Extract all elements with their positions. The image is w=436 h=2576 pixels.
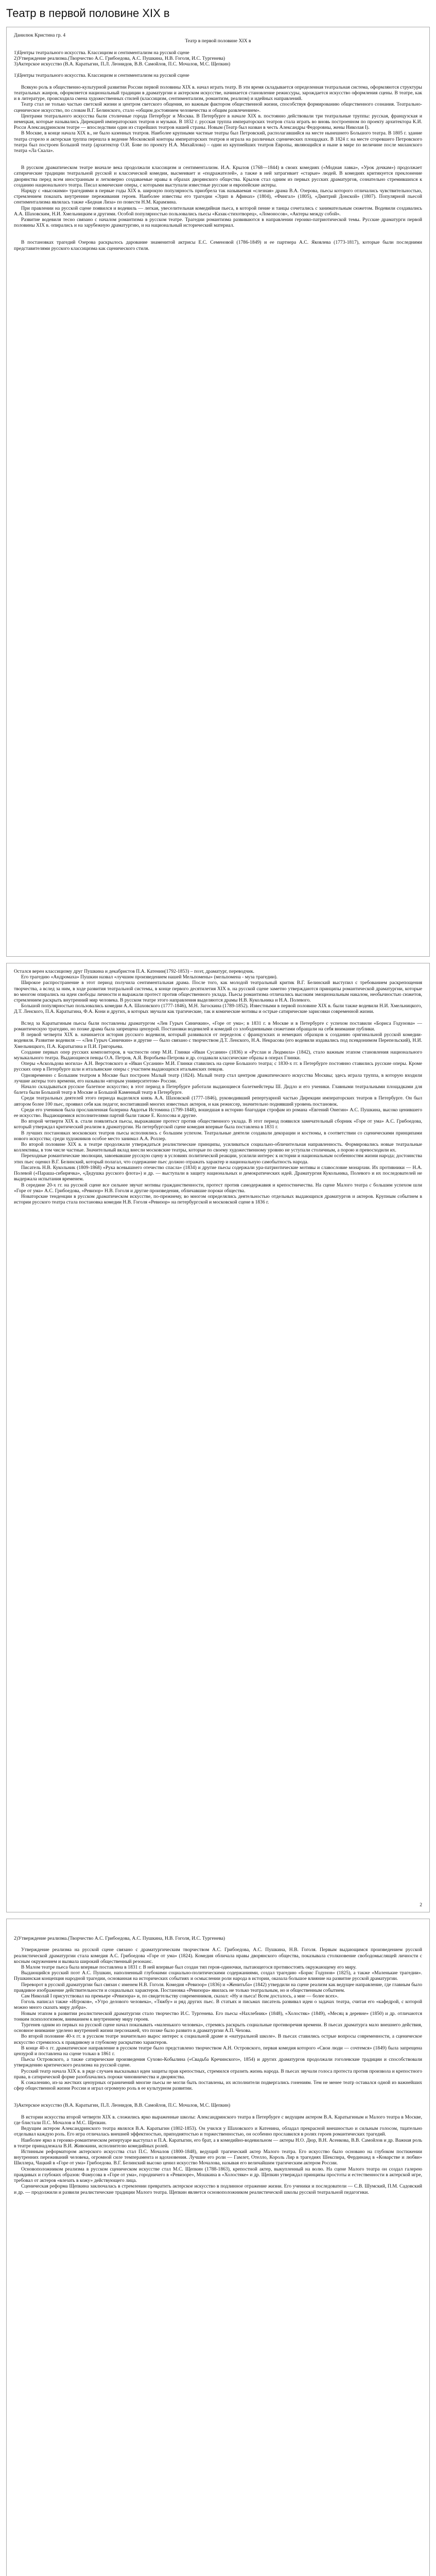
paragraph: К сожалению, из-за жестких цензурных ограничений многие пьесы не могли быть поставлены, их исполнители подвергались гонениям. Тем не менее театр оставался одной из важнейших сфер общественной жизни России и играл огромную роль в ее культурном развитии. — [14, 2080, 422, 2092]
paragraph: В Малом театре пьеса была впервые поставлена в 1831 г. В ней впервые был создан тип героя-одиночки, пытающегося противостоять окружающему его миру. — [21, 1964, 357, 1970]
paragraph: Среди театральных деятелей этого периода выделялся князь А.А. Шаховской (1777-1846), руководивший репертуарной частью Дирекции императорских театров в Петербурге. Он был автором более 100 пьес, проявил себя как педагог, воспитавший многих известных актеров, и как режиссер, значительно поднявший уровень постановок. — [14, 1095, 422, 1107]
document-page — [6, 963, 430, 1912]
paragraph: Выдающийся русский поэт А.С. Пушкин, наполненный глубокими социально-политическими содержаниями, создал трагедию «Борис Годунов» (1825), а также «Маленькие трагедии». Пушкинская концепция народной трагедии, основанная на исторических событиях и осмыслении роли народа в истории, оказала большое влияние на развитие русской драматургии. — [14, 1970, 422, 1982]
paragraph: Среди его учеников была прославленная балерина Авдотья Истомина (1799-1848), вошедшая в историю благодаря строфам из романа «Евгений Онегин» А.С. Пушкина, высоко ценившего ее искусство. Выдающимися исполнителями партий были также Е. Колосова и другие. — [14, 1107, 422, 1119]
paragraph: Писатель Н.В. Кукольник (1809-1868) «Рука всевышнего отечество спасла» (1834) и другие пьесы содержали ура-патриотические мотивы и славословие монархии. Их противники — Н.А. Полевой («Параша-сибирячка», «Дедушка русского флота») и др. — выступали в защиту национальных и демократических идей. Драматургия Кукольника, Полевого и их последователей не выдержала испытания временем. — [14, 1164, 422, 1182]
paragraph: 1)Центры театрального искусства. Классицизм и сентиментализм на русской сцене — [14, 49, 189, 56]
paragraph: Новаторские тенденции в русском драматическом искусстве, по-прежнему, во многом определялись деятельностью отдельных выдающихся драматургов и актеров. Крупным событием в истории русского театра стала постановка комедии Н.В. Гоголя «Ревизор» на петербургской и московской сцене в 1836 г. — [14, 1193, 422, 1206]
paragraph: Истинным реформатором актерского искусства стал П.С. Мочалов (1800-1848), ведущий трагический актер Малого театра. Его искусство было основано на глубоком постижении внутренних переживаний человека, огромной силе темперамента и вдохновения. Лучшие его роли — Гамлет, Отелло, Король Лир в трагедиях Шекспира, Фердинанд в «Коварстве и любви» Шиллера, Чацкий в «Горе от ума» Грибоедова. В.Г. Белинский высоко ценил искусство Мочалова, называя его величайшим трагическим актером России. — [14, 2149, 422, 2166]
paragraph: Во второй половине XIX в. в театре продолжали утверждаться реалистические принципы, усиливаться социально-обличительная направленность. Формировались новые театральные коллективы, в том числе частные. Значительный вклад внесли московские театры, которые по своему художественному уровню не уступали столичным, а порою и превосходили их. — [14, 1142, 422, 1154]
paragraph: Во второй половине 40-х гг. в русском театре значительно вырос интерес к социальной драме и «натуральной школе». В пьесах ставились острые вопросы современности, а сценическое искусство стремилось к правдивому и глубокому раскрытию характеров. — [14, 2033, 422, 2045]
paragraph: Русский театр начала XIX в. в ряде случаев высказывал идеи защиты прав крепостных, стремился отразить жизнь народа. В пьесах звучали голоса протеста против произвола и крепостного права, в сатирической форме разоблачались пороки чиновничества и дворянства. — [14, 2068, 422, 2080]
paragraph: Тургенев одним из первых на русской сцене начал показывать «маленького человека», стремясь раскрыть социальные противоречия времени. В пьесах драматурга мало внешнего действия, основное внимание уделено внутренней жизни персонажей, что позже было развито в драматургии А.П. Чехова. — [14, 2022, 422, 2034]
paragraph: 3)Актерское искусство (В.А. Каратыгин, П.Л. Леонидов, В.В. Самойлов, П.С. Мочалов, М.С. Щепкин) — [14, 2103, 231, 2109]
paragraph: В первой четверти XIX в. начинается история русского водевиля, который развивался от переделок с французских и немецких образцов к созданию оригинальной русской комедии-водевиля. Развитие водевиля — «Лев Гурыч Синичкин» и другие — было связано с творчеством Д.Т. Ленского, Н.А. Некрасова (его водевили издавались под псевдонимом Перепельский), Н.И. Хмельницкого, П.А. Каратыгина и П.И. Григорьева. — [14, 1032, 422, 1049]
paragraph: Широкое распространение в этот период получила сентиментальная драма. После того, как молодой театральный критик В.Г. Белинский выступил с требованием раскрепощения творчества, а вслед за ним, в ходе развития театральной системы, в конце первого десятилетия XIX в. на русской сцене заметно утверждаются принципы романтической драматургии, которые во многом опирались на идеи свободы личности и выражали протест против общественного уклада. Пьесы романтизма отличались высоким эмоциональным накалом, необычностью сюжетов, стремлением раскрыть внутренний мир человека. В русском театре этого направления выделяются драмы Н.В. Кукольника и Н.А. Полевого. — [14, 980, 422, 1004]
paragraph: 2)Утверждение реализма.(Творчество А.С. Грибоедова, А.С. Пушкина, Н.В. Гоголя, И.С. Тургенева) — [14, 1936, 225, 1941]
paragraph: Наиболее ярко в героико-романтическом репертуаре выступал и П.А. Каратыгин, его брат, а в комедийно-водевильном — актеры Н.О. Дюр, В.Н. Асенкова, В.В. Самойлов и др. Важная роль в театре принадлежала В.И. Живокини, исполнителю комедийных ролей. — [14, 2137, 422, 2149]
paragraph: Основоположником реализма в русском сценическом искусстве стал М.С. Щепкин (1788-1863), крепостной актер, выкупленный на волю. На сцене Малого театра он создал галерею правдивых и глубоких образов: Фамусова в «Горе от ума», городничего в «Ревизоре», Мошкина в «Холостяке» и др. Щепкин утверждал принципы простоты и естественности в актерской игре, требовал от актеров «влезать в кожу» действующего лица. — [14, 2166, 422, 2184]
paragraph: Переходные романтические эволюции, завоевавшие русскую сцену в условиях политической реакции, усилили интерес к истории и национальным особенностям жизни народа; достоинства этих пьес оценил В.Г. Белинский, который полагал, что содержание пьес должно отражать характер и национальную самобытность народа. — [14, 1153, 422, 1165]
paragraph: Одновременно с Большим театром в Москве был построен Малый театр (1824). Малый театр стал центром драматического искусства Москвы; здесь играла труппа, в которую входили лучшие актеры того времени, его называли «вторым университетом» России. — [14, 1072, 422, 1084]
page-body — [14, 1936, 422, 2195]
paragraph: Большой популярностью пользовались комедии А.А. Шаховского (1777-1846), М.Н. Загоскина (1789-1852). Известными в первой половине XIX в. были также водевили Н.И. Хмельницкого, Д.Т. Ленского, П.А. Каратыгина, Ф.А. Кони и других, в которых звучали как трагические, так и комические мотивы и острые сатирические зарисовки современной жизни. — [14, 1003, 422, 1015]
paragraph: В истории искусства второй четверти XIX в. сложились ярко выраженные школы: Александринского театра в Петербурге с ведущим актером В.А. Каратыгиным и Малого театра в Москве, где блистали П.С. Мочалов и М.С. Щепкин. — [14, 2114, 422, 2126]
paragraph: Центрами театрального искусства были столичные города Петербург и Москва. В Петербурге в начале XIX в. постоянно действовали три театральные труппы: русская, французская и немецкая, которые назывались Дирекцией императорских театров и музыки. В 1832 г. русская труппа императорских театров стала играть во вновь построенном по проекту архитектора К.И. Росси Александринском театре — впоследствии один из старейших театров нашей страны. Новым (Театр был назван в честь Александры Федоровны, жены Николая I). — [14, 113, 422, 131]
paragraph: Переворот в русской драматургии был связан с именем Н.В. Гоголя. Комедия «Ревизор» (1836) и «Женитьба» (1842) утвердили на сцене реализм как ведущее направление, где главным было правдивое изображение действительности и социальных характеров. Постановка «Ревизора» явилась не только театральным, но и общественным событием. — [14, 1981, 422, 1993]
paragraph: В середине 20-х гг. на русской сцене все сильнее звучат мотивы гражданственности, протест против самодержавия и крепостничества. На сцене Малого театра с большим успехом шли «Горе от ума» А.С. Грибоедова, «Ревизор» Н.В. Гоголя и другие произведения, обличавшие пороки общества. — [14, 1182, 422, 1194]
page-number: 2 — [420, 1902, 422, 1908]
page-body — [14, 32, 422, 251]
paragraph: Остался верен классицизму друг Пушкина и декабристов П.А. Катенин(1792-1853) – поэт, драматург, переводчик. — [14, 969, 255, 974]
paragraph: 2)Утверждение реализма.(Творчество А.С. Грибоедова, А.С. Пушкина, Н.В. Гоголя, И.С. Тургенева) — [14, 55, 225, 61]
paragraph: 3)Актерское искусство (В.А. Каратыгин, П.Л. Леонидов, В.В. Самойлов, П.С. Мочалов, М.С. Щепкин) — [14, 61, 231, 67]
paragraph: В Москве, в конце начала XIX в., не было казенных театров. Наиболее крупными частные театры был Петровский, располагавшийся на месте нынешнего Большого театра. В 1805 г. здание театра сгорело и актерская труппа перешла в ведение Московской конторы императорских театров и играла на различных сценических площадках. В 1824 г. на месте сгоревшего Петровского театра был построен Большой театр (архитектор О.И. Бове по проекту Н.А. Михайлова) – один из крупнейших театров Европы, являющийся и ныне в мире по величине после миланского театра «Ла Скала». — [14, 130, 422, 154]
document-page — [6, 1919, 430, 2576]
paragraph: Во второй четверти XIX в. стали появляться пьесы, выражавшие протест против общественного уклада. В этот период появился замечательный сборник «Горе от ума» А.С. Грибоедова, который утверждал критический реализм в драматургии. На петербургской сцене комедия впервые была поставлена в 1831 г. — [14, 1118, 422, 1130]
paragraph: Вслед за Каратыгиным пьесы были поставлены драматургом «Лев Гурыч Синичкин», «Горе от ума»; в 1831 г. в Москве и в Петербурге с успехом поставили «Бориса Годунова» — романтическую трагедию, но позже драма была запрещена цензурой. Постановки водевилей и комедий со злободневными сюжетами обращали на себя внимание публики. — [14, 1020, 422, 1032]
paragraph: Его трагедию «Андромаха» Пушкин назвал «лучшим произведением нашей Мельпомены» (мельпомена - муза трагедии). — [21, 974, 278, 980]
paragraph: 1)Центры театрального искусства. Классицизм и сентиментализм на русской сцене — [14, 73, 189, 79]
paragraph: Сам Николай I присутствовал на премьере «Ревизора» и, по свидетельству современников, сказал: «Ну и пьеса! Всем досталось, а мне — более всех». — [21, 1993, 339, 1999]
paragraph: Театр стал не только частью светской жизни и центром светского общения, но важным фактором общественной жизни, способствуя формированию общественного сознания. Театрально-сценическое искусство, по словам В.Г. Белинского, стало «общим достоянием человечества и общим развлечением». — [14, 101, 422, 113]
paragraph: При правлении на русской сцене появился и водевиль — легкая, увеселительная комедийная пьеса, в которой пение и танцы сочетались с занимательным сюжетом. Водевили создавались А.А. Шаховским, Н.И. Хмельницким и другими. Особой популярностью пользовались пьесы «Казак-стихотворец», «Ломоносов», «Актеры между собой». — [14, 205, 422, 217]
paragraph: Оперы «Аскольдова могила» А.Н. Верстовского и «Иван Сусанин» М.И. Глинки ставились на сцене Большого театра; с 1830-х гг. в Петербурге постоянно ставились русские оперы. Кроме русских опер в Петербурге шли и итальянские оперы с участием выдающихся итальянских певцов. — [14, 1061, 422, 1073]
paragraph: В постановках трагедий Озерова раскрылось дарование знаменитой актрисы Е.С. Семеновой (1786-1849) и ее партнера А.С. Яковлева (1773-1817), которые были последними представителями русского классицизма как сценического стиля. — [14, 240, 422, 251]
paragraph: В лучших постановках московских театров пьесы исполнялись с большим успехом. Театральные деятели создавали декорации и костюмы, в соответствии со сценическими принципами нового искусства; среди художников особое место занимал А.А. Роллер. — [14, 1130, 422, 1142]
paragraph: Всякую роль в общественно-культурной развитии России первой половины XIX в. начал играть театр. В эти время складывается определенная театральная система, оформляются структуры театральных жанров, оформляется национальный традиции в драматургии и актерском искусстве, начинается становление режиссуры, зарождается искусство оформления сцены. В театре, как и в литературе, происходила смена художественных стилей (классицизм, сентиментализм, романтизм, реализм) и идейных направлений. — [14, 84, 422, 102]
paragraph: В русском драматическом театре вначале века продолжали классицизм и сентиментализм. И.А. Крылов (1768—1844) в своих комедиях («Модная лавка», «Урок дочкам») продолжает сатирические традиции театральной русской и классической комедии, высмеивает и «подражателей», а также в ней затрагивает «старые» людей. В комедиях критикуется преклонение дворянства перед всем иностранным и легковерно создаваемые нравы в образах дворянского общества. Крылов стал одним из первых русских драматургов, сознательно стремившихся к созданию национального театра. Писал комические оперы, с которыми выступали известные русские и европейские актеры. — [14, 165, 422, 188]
paragraph: В конце 40-х гг. драматическое направление в русском театре было представлено творчеством А.Н. Островского, первая комедия которого «Свои люди — сочтемся» (1849) была запрещена цензурой и поставлена на сцене только в 1861 г. — [14, 2045, 422, 2057]
paragraph: Сценическая реформа Щепкина заключалась в стремлении превратить актерское искусство в подлинное отражение жизни. Его ученики и последователи — С.В. Шумский, П.М. Садовский и др. — продолжили и развили реалистические традиции Малого театра. Щепкин является основоположником реалистической школы русской театральной педагогики. — [14, 2183, 422, 2195]
paragraph: Наряду с «высокими» трагедиями в первые годы XIX в. широкую популярность приобрела так называемая «слезная» драма В.А. Озерова, пьесы которого отличались чувствительностью, стремлением показать внутренние переживания героев. Наиболее известны его трагедии «Эдип в Афинах» (1804), «Фингал» (1805), «Дмитрий Донской» (1807). Популярной пьесой сентиментализма являлась также «Бедная Лиза» по повести Н.М. Карамзина. — [14, 188, 422, 206]
paragraph: Новым этапом в развитии реалистической драматургии стало творчество И.С. Тургенева. Его пьесы «Нахлебник» (1848), «Холостяк» (1849), «Месяц в деревне» (1850) и др. отличаются тонким психологизмом, вниманием к внутреннему миру героев. — [14, 2010, 422, 2022]
paragraph: Начало складываться русское балетное искусство; в этот период в Петербурге работали выдающиеся балетмейстеры Ш. Дидло и его ученики. Главными театральными площадками для балета были Большой театр в Москве и Большой Каменный театр в Петербурге. — [14, 1084, 422, 1096]
paragraph: Развитие водевиля тесно связано с началом романтизма в русском театре. Трагедии романтизма развиваются в направлении героико-патриотической темы. Русские драматурги первой половины XIX в. опирались и на зарубежную драматургию, и на национальный исторический материал. — [14, 217, 422, 229]
paragraph: Ведущим актером Александринского театра являлся В.А. Каратыгин (1802-1853). Он учился у Шаховского и Катенина, обладал прекрасной внешностью и сильным голосом, тщательно отделывал каждую роль. Его игра отличалась внешней эффектностью, приподнятостью и торжественностью, он особенно прославился в ролях героев романтических трагедий. — [14, 2126, 422, 2138]
paragraph: Создание первых опер русских композиторов, в частности опер М.И. Глинки «Иван Сусанин» (1836) и «Руслан и Людмила» (1842), стало важным этапом становления национального музыкального театра. Выдающиеся певцы О.А. Петров, А.Я. Воробьева-Петрова и др. создавали классические образы в операх Глинки. — [14, 1049, 422, 1061]
paragraph: Гоголь написал также «Игроков», «Утро делового человека», «Тяжбу» и ряд других пьес. В статьях и письмах писатель развивал идеи о задачах театра, считая его «кафедрой, с которой можно много сказать миру добра». — [14, 1999, 422, 2011]
page-body — [14, 969, 422, 1205]
document-title: Театр в первой половине XIX в — [6, 7, 170, 20]
document-page — [6, 27, 430, 957]
paragraph: Данилюк Кристина гр. 4 — [14, 32, 66, 38]
paragraph: Пьесы Островского, а также сатирические произведения Сухово-Кобылина («Свадьба Кречинского», 1854) и других драматургов продолжали гоголевские традиции и способствовали утверждению критического реализма на русской сцене. — [14, 2057, 422, 2069]
paragraph: Утверждение реализма на русской сцене связано с драматургическим творчеством А.С. Грибоедова, А.С. Пушкина, Н.В. Гоголя. Первым выдающимся произведением русской реалистической драматургии стала комедия А.С. Грибоедова «Горе от ума» (1824). Комедия обличала нравы дворянского общества, показывала столкновение свободомыслящей личности с косным окружением и вызвала широкий общественный резонанс. — [14, 1947, 422, 1964]
paragraph: Театр в первой половине XIX в — [185, 38, 251, 44]
